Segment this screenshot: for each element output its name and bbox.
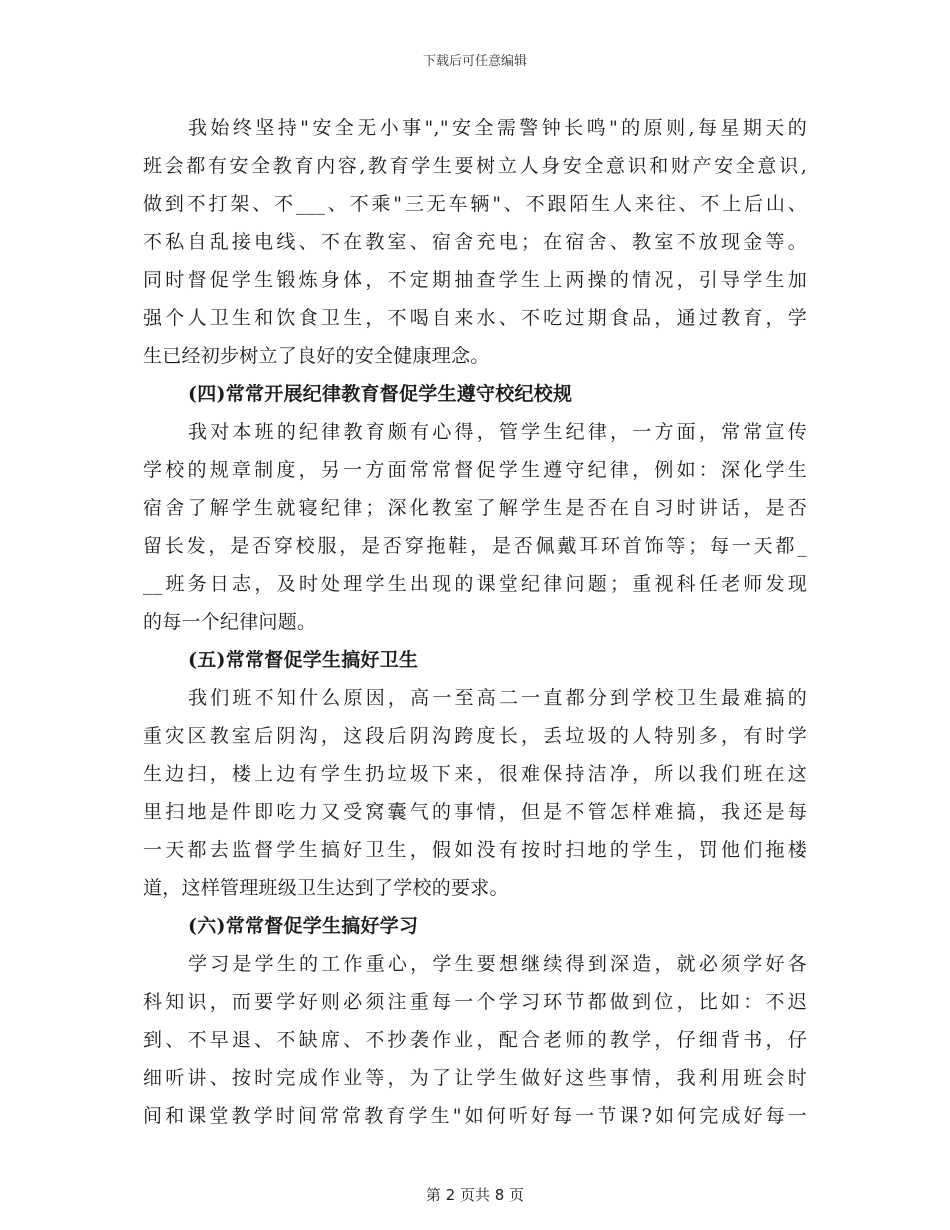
document-body xyxy=(143,109,807,1135)
text-line: 强个人卫生和饮食卫生，不喝自来水、不吃过期食品，通过教育，学 xyxy=(143,307,807,329)
section-heading: (六)常常督促学生搞好学习 xyxy=(188,915,419,937)
text-line: 的每一个纪律问题。 xyxy=(143,611,317,633)
text-line: 留长发，是否穿校服，是否穿拖鞋，是否佩戴耳环首饰等；每一天都_ xyxy=(143,535,807,557)
text-line: 道，这样管理班级卫生达到了学校的要求。 xyxy=(143,877,509,899)
text-line: 间和课堂教学时间常常教育学生"如何听好每一节课?如何完成好每一 xyxy=(143,1105,807,1127)
text-line: 宿舍了解学生就寝纪律；深化教室了解学生是否在自习时讲话，是否 xyxy=(143,497,807,519)
text-line: 我对本班的纪律教育颇有心得，管学生纪律，一方面，常常宣传 xyxy=(188,421,807,443)
text-line: 里扫地是件即吃力又受窝囊气的事情，但是不管怎样难搞，我还是每 xyxy=(143,801,807,823)
text-line: 我始终坚持"安全无小事","安全需警钟长鸣"的原则,每星期天的 xyxy=(188,117,807,139)
text-line: 学习是学生的工作重心，学生要想继续得到深造，就必须学好各 xyxy=(188,953,807,975)
text-line: 生边扫，楼上边有学生扔垃圾下来，很难保持洁净，所以我们班在这 xyxy=(143,763,807,785)
text-line: 不私自乱接电线、不在教室、宿舍充电；在宿舍、教室不放现金等。 xyxy=(143,231,807,253)
text-line: 到、不早退、不缺席、不抄袭作业，配合老师的教学，仔细背书，仔 xyxy=(143,1029,807,1051)
section-heading: (五)常常督促学生搞好卫生 xyxy=(188,649,419,671)
page-header: 下载后可任意编辑 xyxy=(422,54,527,69)
page-footer: 第 2 页共 8 页 xyxy=(425,1186,525,1204)
text-line: 重灾区教室后阴沟，这段后阴沟跨度长，丢垃圾的人特别多，有时学 xyxy=(143,725,807,747)
text-line: 我们班不知什么原因，高一至高二一直都分到学校卫生最难搞的 xyxy=(188,687,807,709)
text-line: 做到不打架、不___、不乘"三无车辆"、不跟陌生人来往、不上后山、 xyxy=(143,193,807,215)
text-line: 学校的规章制度，另一方面常常督促学生遵守纪律，例如：深化学生 xyxy=(143,459,807,481)
text-line: 科知识，而要学好则必须注重每一个学习环节都做到位，比如：不迟 xyxy=(143,991,807,1013)
text-line: 细听讲、按时完成作业等，为了让学生做好这些事情，我利用班会时 xyxy=(143,1067,807,1089)
text-line: 生已经初步树立了良好的安全健康理念。 xyxy=(143,345,490,367)
text-line: 班会都有安全教育内容,教育学生要树立人身安全意识和财产安全意识, xyxy=(143,155,807,177)
section-heading: (四)常常开展纪律教育督促学生遵守校纪校规 xyxy=(188,383,573,405)
text-line: 同时督促学生锻炼身体，不定期抽查学生上两操的情况，引导学生加 xyxy=(143,269,807,291)
text-line: 一天都去监督学生搞好卫生，假如没有按时扫地的学生，罚他们拖楼 xyxy=(143,839,807,861)
text-line: __班务日志，及时处理学生出现的课堂纪律问题；重视科任老师发现 xyxy=(143,573,807,595)
